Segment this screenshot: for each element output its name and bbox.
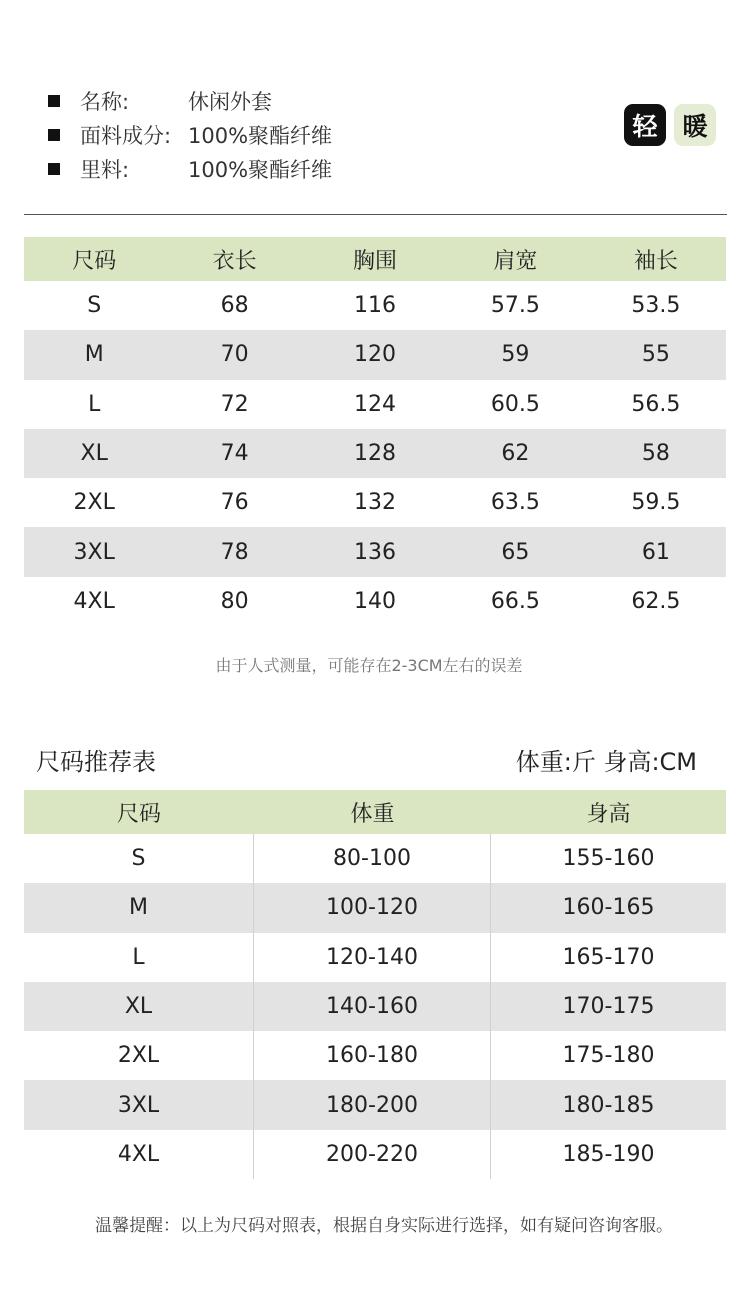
table-cell: 132 bbox=[354, 490, 397, 516]
square-bullet-icon bbox=[48, 163, 60, 175]
table-row bbox=[24, 1080, 726, 1129]
tag-warm: 暖 bbox=[674, 104, 716, 146]
table-cell: 116 bbox=[354, 293, 397, 319]
table-cell: 62.5 bbox=[631, 588, 681, 614]
table-cell: 160-165 bbox=[562, 895, 655, 921]
table-cell: 62 bbox=[501, 441, 530, 467]
recommend-table bbox=[24, 790, 726, 1179]
product-info-lining bbox=[48, 152, 332, 186]
product-info-fabric bbox=[48, 118, 332, 152]
table-row bbox=[24, 330, 726, 379]
divider bbox=[24, 214, 727, 215]
table-cell: L bbox=[88, 391, 101, 417]
measurement-note: 由于人式测量，可能存在2-3CM左右的误差 bbox=[215, 656, 523, 675]
table-row bbox=[24, 577, 726, 626]
table-cell: 200-220 bbox=[254, 1130, 491, 1179]
header-cell: 体重 bbox=[350, 801, 395, 827]
table-cell: 55 bbox=[641, 342, 670, 368]
table-cell: 70 bbox=[220, 342, 249, 368]
info-label: 名称: bbox=[80, 90, 130, 114]
table-cell: 61 bbox=[641, 539, 670, 565]
header-cell: 袖长 bbox=[633, 248, 678, 274]
table-cell: 180-200 bbox=[254, 1080, 491, 1129]
table-cell: S bbox=[24, 834, 254, 883]
table-cell: 56.5 bbox=[631, 391, 681, 417]
header-cell: 衣长 bbox=[212, 248, 257, 274]
table-cell: 175-180 bbox=[562, 1043, 655, 1069]
table-cell: 155-160 bbox=[562, 846, 655, 872]
table-cell: 165-170 bbox=[562, 944, 655, 970]
table-cell: 4XL bbox=[73, 588, 115, 614]
table-row bbox=[24, 429, 726, 478]
table-cell: S bbox=[87, 293, 102, 319]
header-cell: 尺码 bbox=[72, 248, 117, 274]
product-info-name bbox=[48, 84, 332, 118]
table-cell: 59.5 bbox=[631, 490, 681, 516]
table-row bbox=[24, 478, 726, 527]
table-cell: 59 bbox=[501, 342, 530, 368]
table-row bbox=[24, 933, 726, 982]
table-cell: 72 bbox=[220, 391, 249, 417]
table-cell: 136 bbox=[354, 539, 397, 565]
square-bullet-icon bbox=[48, 129, 60, 141]
table-row bbox=[24, 883, 726, 932]
table-cell: 66.5 bbox=[490, 588, 540, 614]
table-cell: 160-180 bbox=[254, 1031, 491, 1080]
table-cell: 185-190 bbox=[562, 1141, 655, 1167]
table-cell: 53.5 bbox=[631, 293, 681, 319]
table-cell: 2XL bbox=[73, 490, 115, 516]
header-cell: 身高 bbox=[586, 801, 631, 827]
table-cell: 65 bbox=[501, 539, 530, 565]
header-cell: 肩宽 bbox=[493, 248, 538, 274]
table-cell: 4XL bbox=[24, 1130, 254, 1179]
table-cell: 3XL bbox=[24, 1080, 254, 1129]
tag-light: 轻 bbox=[624, 104, 666, 146]
header-cell: 尺码 bbox=[116, 801, 161, 827]
table-cell: XL bbox=[24, 982, 254, 1031]
table-cell: 140 bbox=[354, 588, 397, 614]
table-cell: 74 bbox=[220, 441, 249, 467]
header-cell: 胸围 bbox=[353, 248, 398, 274]
info-label: 里料: bbox=[80, 158, 130, 182]
table-row bbox=[24, 281, 726, 330]
table-cell: 80 bbox=[220, 588, 249, 614]
table-row bbox=[24, 982, 726, 1031]
table-row bbox=[24, 834, 726, 883]
table-cell: 58 bbox=[641, 441, 670, 467]
table-cell: 120-140 bbox=[254, 933, 491, 982]
square-bullet-icon bbox=[48, 95, 60, 107]
table-header bbox=[24, 237, 726, 281]
table-cell: 140-160 bbox=[254, 982, 491, 1031]
table-cell: 170-175 bbox=[562, 994, 655, 1020]
table-cell: 63.5 bbox=[490, 490, 540, 516]
table-cell: 2XL bbox=[24, 1031, 254, 1080]
recommend-table-title: 尺码推荐表 bbox=[36, 748, 156, 776]
product-info bbox=[48, 84, 332, 186]
info-value: 100%聚酯纤维 bbox=[188, 158, 333, 182]
table-cell: 128 bbox=[354, 441, 397, 467]
table-cell: 3XL bbox=[73, 539, 115, 565]
table-cell: 80-100 bbox=[254, 834, 491, 883]
table-row bbox=[24, 1031, 726, 1080]
table-cell: 124 bbox=[354, 391, 397, 417]
table-cell: 57.5 bbox=[490, 293, 540, 319]
table-header bbox=[24, 790, 726, 834]
table-cell: M bbox=[84, 342, 104, 368]
info-value: 100%聚酯纤维 bbox=[188, 124, 333, 148]
feature-tags bbox=[624, 104, 716, 146]
table-cell: 120 bbox=[354, 342, 397, 368]
info-label: 面料成分: bbox=[80, 124, 172, 148]
recommend-table-units: 体重:斤 身高:CM bbox=[515, 748, 697, 776]
table-cell: 100-120 bbox=[254, 883, 491, 932]
table-cell: 76 bbox=[220, 490, 249, 516]
table-cell: 60.5 bbox=[490, 391, 540, 417]
size-table bbox=[24, 237, 726, 626]
table-cell: M bbox=[24, 883, 254, 932]
reminder-note: 温馨提醒：以上为尺码对照表，根据自身实际进行选择，如有疑问咨询客服。 bbox=[95, 1216, 673, 1236]
table-cell: 180-185 bbox=[562, 1092, 655, 1118]
table-cell: XL bbox=[80, 441, 108, 467]
table-row bbox=[24, 527, 726, 576]
table-cell: 78 bbox=[220, 539, 249, 565]
table-cell: 68 bbox=[220, 293, 249, 319]
info-value: 休闲外套 bbox=[188, 90, 272, 114]
table-row bbox=[24, 380, 726, 429]
table-cell: L bbox=[24, 933, 254, 982]
table-row bbox=[24, 1130, 726, 1179]
